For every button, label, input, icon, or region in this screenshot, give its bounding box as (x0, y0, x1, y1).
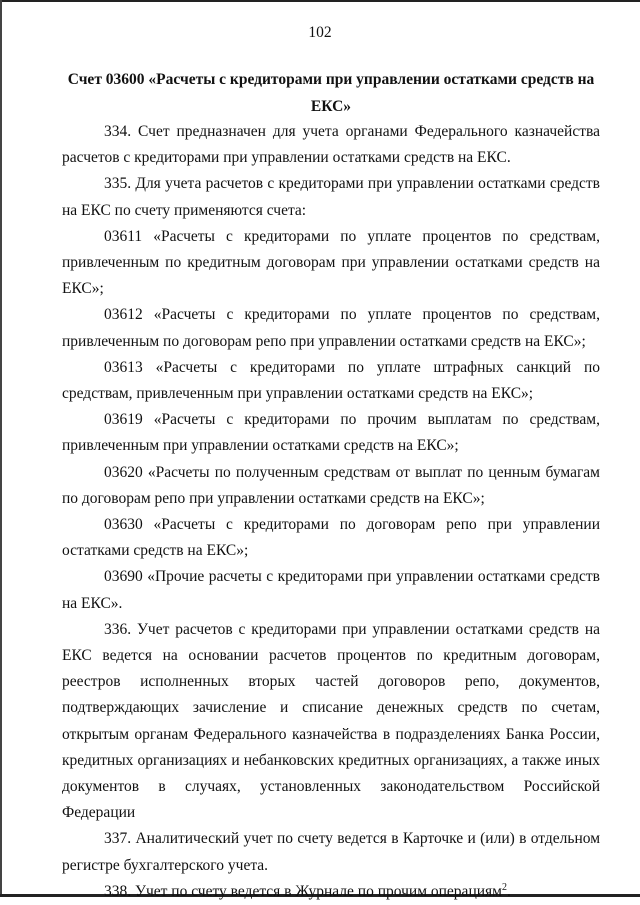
paragraph-335: 335. Для учета расчетов с кредиторами при управлении остатками средств на ЕКС по счету применяются счета: (62, 175, 600, 219)
paragraph-337: 337. Аналитический учет по счету ведется в Карточке и (или) в отдельном регистре бухгалтерского учета. (62, 830, 600, 874)
document-body (62, 119, 600, 905)
paragraph-338-text: 338. Учет по счету ведется в Журнале по прочим операциям (104, 882, 502, 900)
scan-edge-top (0, 0, 640, 2)
paragraph-338-end: . (506, 882, 511, 900)
account-03613: 03613 «Расчеты с кредиторами по уплате штрафных санкций по средствам, привлеченным при управлении остатками средств на ЕКС»; (62, 358, 600, 403)
paragraph-336: 336. Учет расчетов с кредиторами при управлении остатками средств на ЕКС ведется на основании расчетов процентов по кредитным договорам, реестров исполненных вторых частей договоров репо, документов, подтверждающих зачисление и списание денежных средств по счетам, открытым органам Федерального казначейства в подразделениях Банка России, кредитных организациях и небанковских кредитных организациях, а также иных документов в случаях, установленных законодательством Российской Федерации (62, 620, 600, 822)
account-03620: 03620 «Расчеты по полученным средствам от выплат по ценным бумагам по договорам репо при управлении остатками средств на ЕКС»; (62, 463, 600, 507)
scan-edge-left (0, 0, 2, 897)
page-number: 102 (308, 24, 332, 41)
account-03690: 03690 «Прочие расчеты с кредиторами при управлении остатками средств на ЕКС». (62, 568, 600, 612)
section-heading: Счет 03600 «Расчеты с кредиторами при управлении остатками средств на ЕКС» (67, 71, 595, 115)
paragraph-338 (62, 879, 600, 905)
account-03619: 03619 «Расчеты с кредиторами по прочим выплатам по средствам, привлеченным при управлении остатками средств на ЕКС»; (62, 411, 600, 455)
account-03630: 03630 «Расчеты с кредиторами по договорам репо при управлении остатками средств на ЕКС»; (62, 516, 600, 560)
account-03612: 03612 «Расчеты с кредиторами по уплате процентов по средствам, привлеченным по договорам репо при управлении остатками средств на ЕКС»; (62, 306, 600, 350)
paragraph-334: 334. Счет предназначен для учета органами Федерального казначейства расчетов с кредиторами при управлении остатками средств на ЕКС. (62, 123, 600, 167)
account-03611: 03611 «Расчеты с кредиторами по уплате процентов по средствам, привлеченным по кредитным договорам при управлении остатками средств на ЕКС»; (62, 227, 600, 298)
footnote-mark: 2 (501, 881, 507, 893)
